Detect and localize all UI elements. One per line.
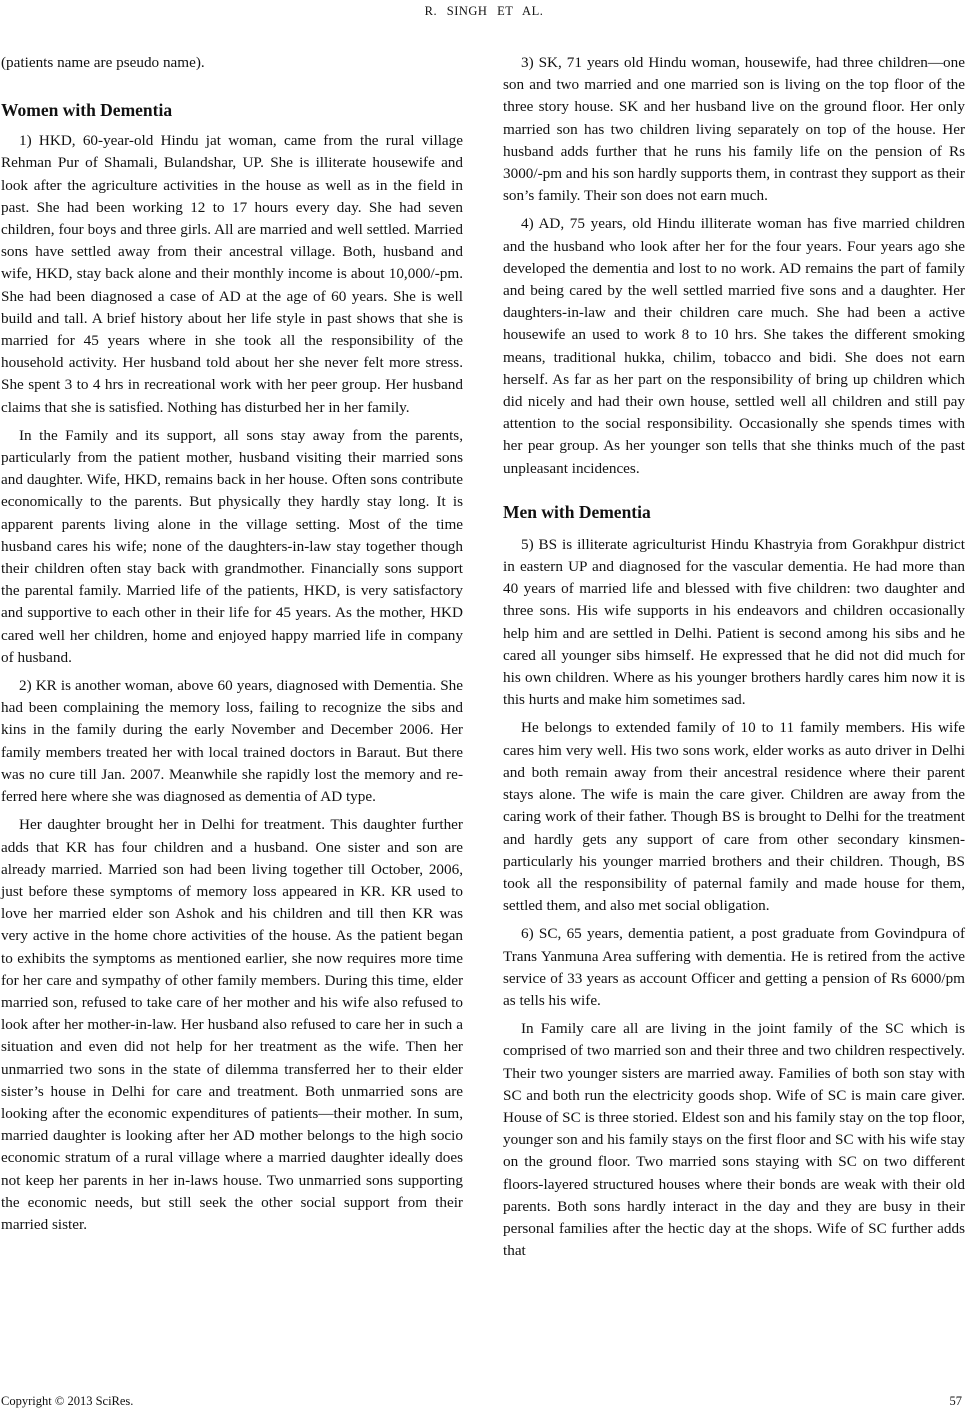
paragraph-sc-case: 6) SC, 65 years, dementia patient, a post graduate from Govindpura of Trans Yanmuna Area suffering with dementia. He is retired from the active service of 33 years as account Officer and getting a pension of Rs 6000/pm as tells his wife. [503,925,965,1009]
page-number: 57 [949,1394,962,1408]
section-heading-women: Women with Dementia [1,100,173,121]
paragraph-sk-case: 3) SK, 71 years old Hindu woman, housewife, had three children—one son and two married and one married son is living on the top floor of the three story house. SK and her husband live on the ground floor. Her only married son has two children living separately on top of the house. Her husband adds further that he runs his family life on the pension of Rs 3000/-pm and his son hardly supports them, in contrast they support as their son’s family. Their son does not earn much. [503,54,965,205]
paragraph-ad-case: 4) AD, 75 years, old Hindu illiterate woman has five married children and the husband who look after her for the four years. Four years ago she developed the dementia and lost to no work. AD remains the part of family and being cared by the well settled married five sons and a daughter. Her daughters-in-law and their children care much. She had been a active housewife an used to work 8 to 10 hrs. She takes the different smoking means, traditional hukka, chilim, tobacco and bidi. She does not earn herself. As far as her part on the responsibility of bring up children which did nicely and had their own house, settled well all children and still pay attention to the social responsibility. Occasionally she spends times with her pear group. As her younger son tells that she thinks much of the past unpleasant incidences. [503,215,965,477]
left-column [1,52,463,1236]
intro-text: (patients name are pseudo name). [1,54,205,71]
paragraph-kr-case: 2) KR is another woman, above 60 years, diagnosed with Dementia. She had been complaining the memory loss, failing to recognize the sibs and kins in the family during the early November and December 2006. Her family members treated her with local trained doctors in Baraut. But there was no cure till Jan. 2007. Meanwhile she rapidly lost the memory and referred here where she was diagnosed as dementia of AD type. [1,677,463,806]
paragraph-sc-family-care: In Family care all are living in the joint family of the SC which is comprised of two married son and their three and two children respectively. Their two younger sisters are married away. Families of both son stay with SC and both run the electricity goods shop. Wife of SC is main care giver. House of SC is three storied. Eldest son and his family stay on the top floor, younger son and his family stays on the first floor and SC with his wife stay on the ground floor. Two married sons staying with SC on two different floors-layered structured houses where their bonds are weak with their old parents. Both sons hardly interact in the day and they are busy in their personal families after the hectic day at the shops. Wife of SC further adds that [503,1020,965,1260]
paragraph-bs-family: He belongs to extended family of 10 to 11 family members. His wife cares him very well. His two sons work, elder works as auto driver in Delhi and both remain away from their ancestral residence where their parent stays alone. The wife is main the care giver. Children are away from the caring work of their father. Though BS is brought to Delhi for the treatment and hardly gets any support of care from other secondary kinsmenparticularly his younger married brothers and their children. Though, BS took all the responsibility of paternal family and made house for them, settled them, and also met social obligation. [503,719,965,915]
paragraph-bs-case: 5) BS is illiterate agriculturist Hindu Khastryia from Gorakhpur district in eastern UP and diagnosed for the vascular dementia. He had more than 40 years of married life and blessed with five children: two daughter and three sons. His wife supports in his endeavors and children occasionally help him and are settled in Delhi. Patient is second among his sibs and he cared all younger sibs himself. He expressed that he did not did much for his own children. Where as his younger brothers hardly cares him now it is this hurts and make him sometimes sad. [503,535,965,709]
paragraph-hkd-case: 1) HKD, 60-year-old Hindu jat woman, came from the rural village Rehman Pur of Shamali, Bulandshar, UP. She is illiterate housewife and look after the agriculture activities in the house as well as in the field in past. She had been working 12 to 17 hours every day. She had seven children, four boys and three girls. All are married and well settled. Married sons have settled away from their ancestral village. Both, husband and wife, HKD, stay back alone and their monthly income is about 10,000/-pm. She had been diagnosed a case of AD at the age of 60 years. She is well build and tall. A brief history about her life style in past shows that she is married for 45 years where in she took all the responsibility of the household activity. Her husband told about her she never felt more stress. She spent 3 to 4 hrs in recreational work with her peer group. Her husband claims that she is satisfied. Nothing has disturbed her in her family. [1,132,463,416]
paragraph-kr-daughter: Her daughter brought her in Delhi for treatment. This daughter further adds that KR has four children and a husband. One sister and son are already married. Married son had been living together till October, 2006, just before these symptoms of memory loss appeared in KR. KR used to love her married elder son Ashok and his children and till then KR was very active in the home chore activities of the house. As the patient began to exhibits the symptoms as mentioned earlier, she now requires more time for her care and sympathy of other family members. During this time, elder married son, refused to take care of her mother and his wife also refused to look after her mother-in-law. Her husband also refused to care her in such a situation and even did not help for her treatment as the wife. Then her unmarried two sons in the state of dilemma transferred her to their elder sister’s house in Delhi for care and treatment. Both unmarried sons are looking after the economic expenditures of patients—their mother. In sum, married daughter is looking after her AD mother belongs to the high socio economic stratum of a rural village where a married daughter ideally does not keep her parents in her in-laws house. Two unmarried sons supporting the economic needs, but still seek the other social support from their married sister. [1,816,463,1233]
copyright-notice: Copyright © 2013 SciRes. [1,1394,134,1408]
running-head: R. SINGH ET AL. [424,4,544,18]
right-column [503,52,965,1262]
section-heading-men: Men with Dementia [503,501,651,522]
paragraph-hkd-family-support: In the Family and its support, all sons stay away from the parents, particularly from the patient mother, husband visiting their married sons and daughter. Wife, HKD, remains back in her house. Often sons contribute economically to the parents. But physically they hardly stay long. It is apparent parents living alone in the village setting. Most of the time husband cares his wife; none of the daughters-in-law stay together though their children often stay back with grandmother. Financially sons support the parental family. Married life of the patients, HKD, is very satisfactory and supportive to each other in their life for 45 years. As the mother, HKD cared well her children, home and enjoyed happy married life in company of husband. [1,426,463,666]
